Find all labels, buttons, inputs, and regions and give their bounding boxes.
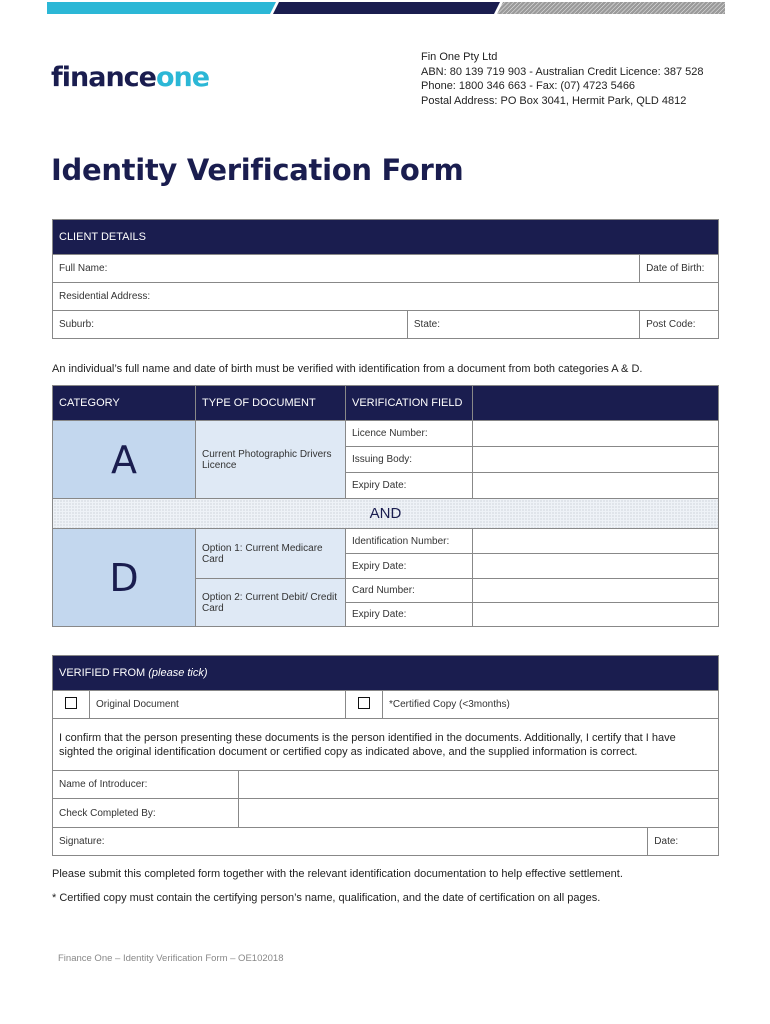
verified-from-title: VERIFIED FROM xyxy=(59,667,149,679)
licence-expiry-input[interactable] xyxy=(473,473,719,499)
company-details xyxy=(421,50,704,108)
checked-by-label: Check Completed By: xyxy=(53,799,239,828)
original-checkbox-cell[interactable] xyxy=(53,691,90,719)
logo-one: one xyxy=(155,62,210,93)
company-name: Fin One Pty Ltd xyxy=(421,51,498,63)
client-details-header: CLIENT DETAILS xyxy=(53,220,719,255)
certified-checkbox-cell[interactable] xyxy=(346,691,383,719)
confirmation-table xyxy=(52,718,719,856)
certified-copy-label: *Certified Copy (<3months) xyxy=(383,691,719,719)
certified-copy-note: * Certified copy must contain the certifying person’s name, qualification, and the date of certification on all pages. xyxy=(52,892,601,904)
doc-medicare-card: Option 1: Current Medicare Card xyxy=(196,529,346,579)
company-address: Postal Address: PO Box 3041, Hermit Park, QLD 4812 xyxy=(421,94,687,107)
introducer-input[interactable] xyxy=(239,771,719,799)
and-divider: AND xyxy=(53,499,719,529)
card-number-label: Card Number: xyxy=(346,579,473,603)
doc-debit-credit-card: Option 2: Current Debit/ Credit Card xyxy=(196,579,346,627)
header-stripes xyxy=(0,2,770,14)
card-number-input[interactable] xyxy=(473,579,719,603)
confirmation-statement: I confirm that the person presenting these documents is the person identified in the documents. Additionally, I certify that I have sighted the original identification document or certified copy as indicated above, and the supplied information is correct. xyxy=(53,719,719,771)
medicare-expiry-label: Expiry Date: xyxy=(346,554,473,579)
client-details-table xyxy=(52,219,719,339)
logo-finance: finance xyxy=(51,62,156,93)
issuing-body-label: Issuing Body: xyxy=(346,447,473,473)
introducer-label: Name of Introducer: xyxy=(53,771,239,799)
page-footer: Finance One – Identity Verification Form – OE102018 xyxy=(58,953,284,964)
col-document-type: TYPE OF DOCUMENT xyxy=(196,386,346,421)
date-field[interactable]: Date: xyxy=(648,828,719,856)
col-value xyxy=(473,386,719,421)
please-tick-hint: (please tick) xyxy=(148,667,208,679)
page-title: Identity Verification Form xyxy=(51,153,464,187)
licence-number-input[interactable] xyxy=(473,421,719,447)
identification-number-input[interactable] xyxy=(473,529,719,554)
original-document-label: Original Document xyxy=(90,691,346,719)
col-category: CATEGORY xyxy=(53,386,196,421)
identification-number-label: Identification Number: xyxy=(346,529,473,554)
submit-note: Please submit this completed form together with the relevant identification documentation to help effective settlement. xyxy=(52,868,623,880)
category-a: A xyxy=(53,421,196,499)
address-field[interactable]: Residential Address: xyxy=(53,283,719,311)
issuing-body-input[interactable] xyxy=(473,447,719,473)
suburb-field[interactable]: Suburb: xyxy=(53,311,408,339)
id-verification-table xyxy=(52,385,719,627)
id-requirement-note: An individual’s full name and date of birth must be verified with identification from a document from both categories A & D. xyxy=(52,363,643,375)
postcode-field[interactable]: Post Code: xyxy=(640,311,719,339)
original-checkbox[interactable] xyxy=(65,697,77,709)
licence-expiry-label: Expiry Date: xyxy=(346,473,473,499)
card-expiry-input[interactable] xyxy=(473,603,719,627)
certified-checkbox[interactable] xyxy=(358,697,370,709)
col-verification-field: VERIFICATION FIELD xyxy=(346,386,473,421)
doc-drivers-licence: Current Photographic Drivers Licence xyxy=(196,421,346,499)
card-expiry-label: Expiry Date: xyxy=(346,603,473,627)
verified-from-header xyxy=(53,656,719,691)
licence-number-label: Licence Number: xyxy=(346,421,473,447)
company-phone: Phone: 1800 346 663 - Fax: (07) 4723 5466 xyxy=(421,80,636,92)
brand-logo xyxy=(51,62,209,93)
verified-from-table xyxy=(52,655,719,719)
dob-field[interactable]: Date of Birth: xyxy=(640,255,719,283)
checked-by-input[interactable] xyxy=(239,799,719,828)
medicare-expiry-input[interactable] xyxy=(473,554,719,579)
signature-field[interactable]: Signature: xyxy=(53,828,648,856)
state-field[interactable]: State: xyxy=(407,311,639,339)
category-d: D xyxy=(53,529,196,627)
full-name-field[interactable]: Full Name: xyxy=(53,255,640,283)
company-abn: ABN: 80 139 719 903 - Australian Credit Licence: 387 528 xyxy=(421,65,704,78)
